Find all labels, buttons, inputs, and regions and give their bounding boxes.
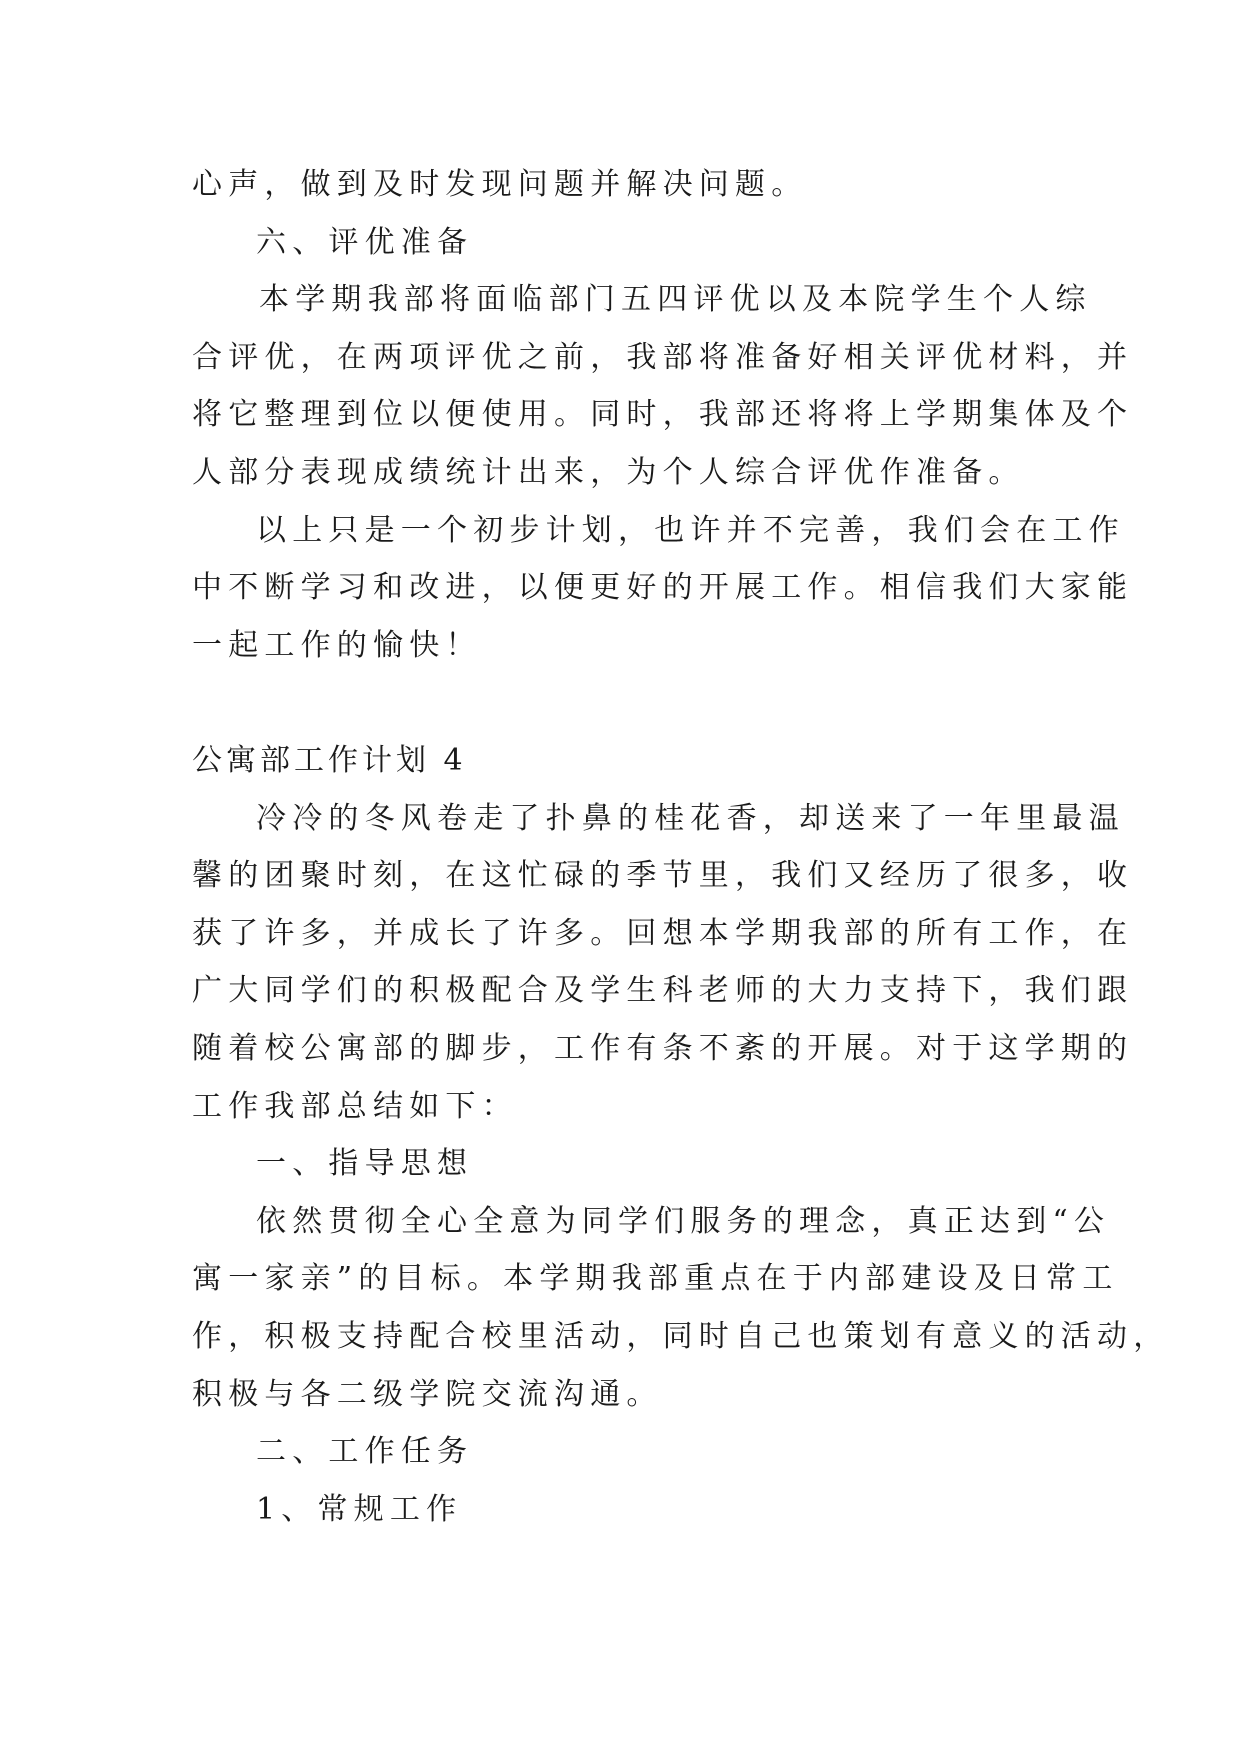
subsection-heading: 1、常规工作	[256, 1492, 463, 1527]
paragraph-line: 工作我部总结如下：	[192, 1089, 518, 1124]
paragraph-line: 依然贯彻全心全意为同学们服务的理念，真正达到“公	[256, 1204, 1111, 1239]
paragraph-line: 积极与各二级学院交流沟通。	[192, 1377, 663, 1412]
paragraph-line: 随着校公寓部的脚步，工作有条不紊的开展。对于这学期的	[192, 1031, 1134, 1066]
paragraph-line: 广大同学们的积极配合及学生科老师的大力支持下，我们跟	[192, 973, 1134, 1008]
paragraph-line: 馨的团聚时刻，在这忙碌的季节里，我们又经历了很多，收	[192, 858, 1134, 893]
paragraph-line: 作，积极支持配合校里活动，同时自己也策划有意义的活动，	[192, 1319, 1170, 1354]
paragraph-line: 寓一家亲”的目标。本学期我部重点在于内部建设及日常工	[192, 1261, 1119, 1296]
paragraph-line: 冷冷的冬风卷走了扑鼻的桂花香，却送来了一年里最温	[256, 801, 1125, 836]
section-heading: 二、工作任务	[256, 1434, 474, 1469]
paragraph-line: 将它整理到位以便使用。同时，我部还将将上学期集体及个	[192, 397, 1134, 432]
paragraph-line: 获了许多，并成长了许多。回想本学期我部的所有工作，在	[192, 916, 1134, 951]
document-title: 公寓部工作计划 4	[192, 743, 467, 778]
paragraph-line: 以上只是一个初步计划，也许并不完善，我们会在工作	[256, 513, 1125, 548]
paragraph-line: 人部分表现成绩统计出来，为个人综合评优作准备。	[192, 455, 1025, 490]
paragraph-line: 一起工作的愉快！	[192, 628, 482, 663]
section-heading: 一、指导思想	[256, 1146, 474, 1181]
paragraph-line: 中不断学习和改进，以便更好的开展工作。相信我们大家能	[192, 570, 1134, 605]
paragraph-line: 本学期我部将面临部门五四评优以及本院学生个人综	[259, 282, 1092, 317]
section-heading: 六、评优准备	[256, 225, 474, 260]
paragraph-line: 合评优，在两项评优之前，我部将准备好相关评优材料，并	[192, 340, 1134, 375]
paragraph-line: 心声，做到及时发现问题并解决问题。	[192, 167, 808, 202]
